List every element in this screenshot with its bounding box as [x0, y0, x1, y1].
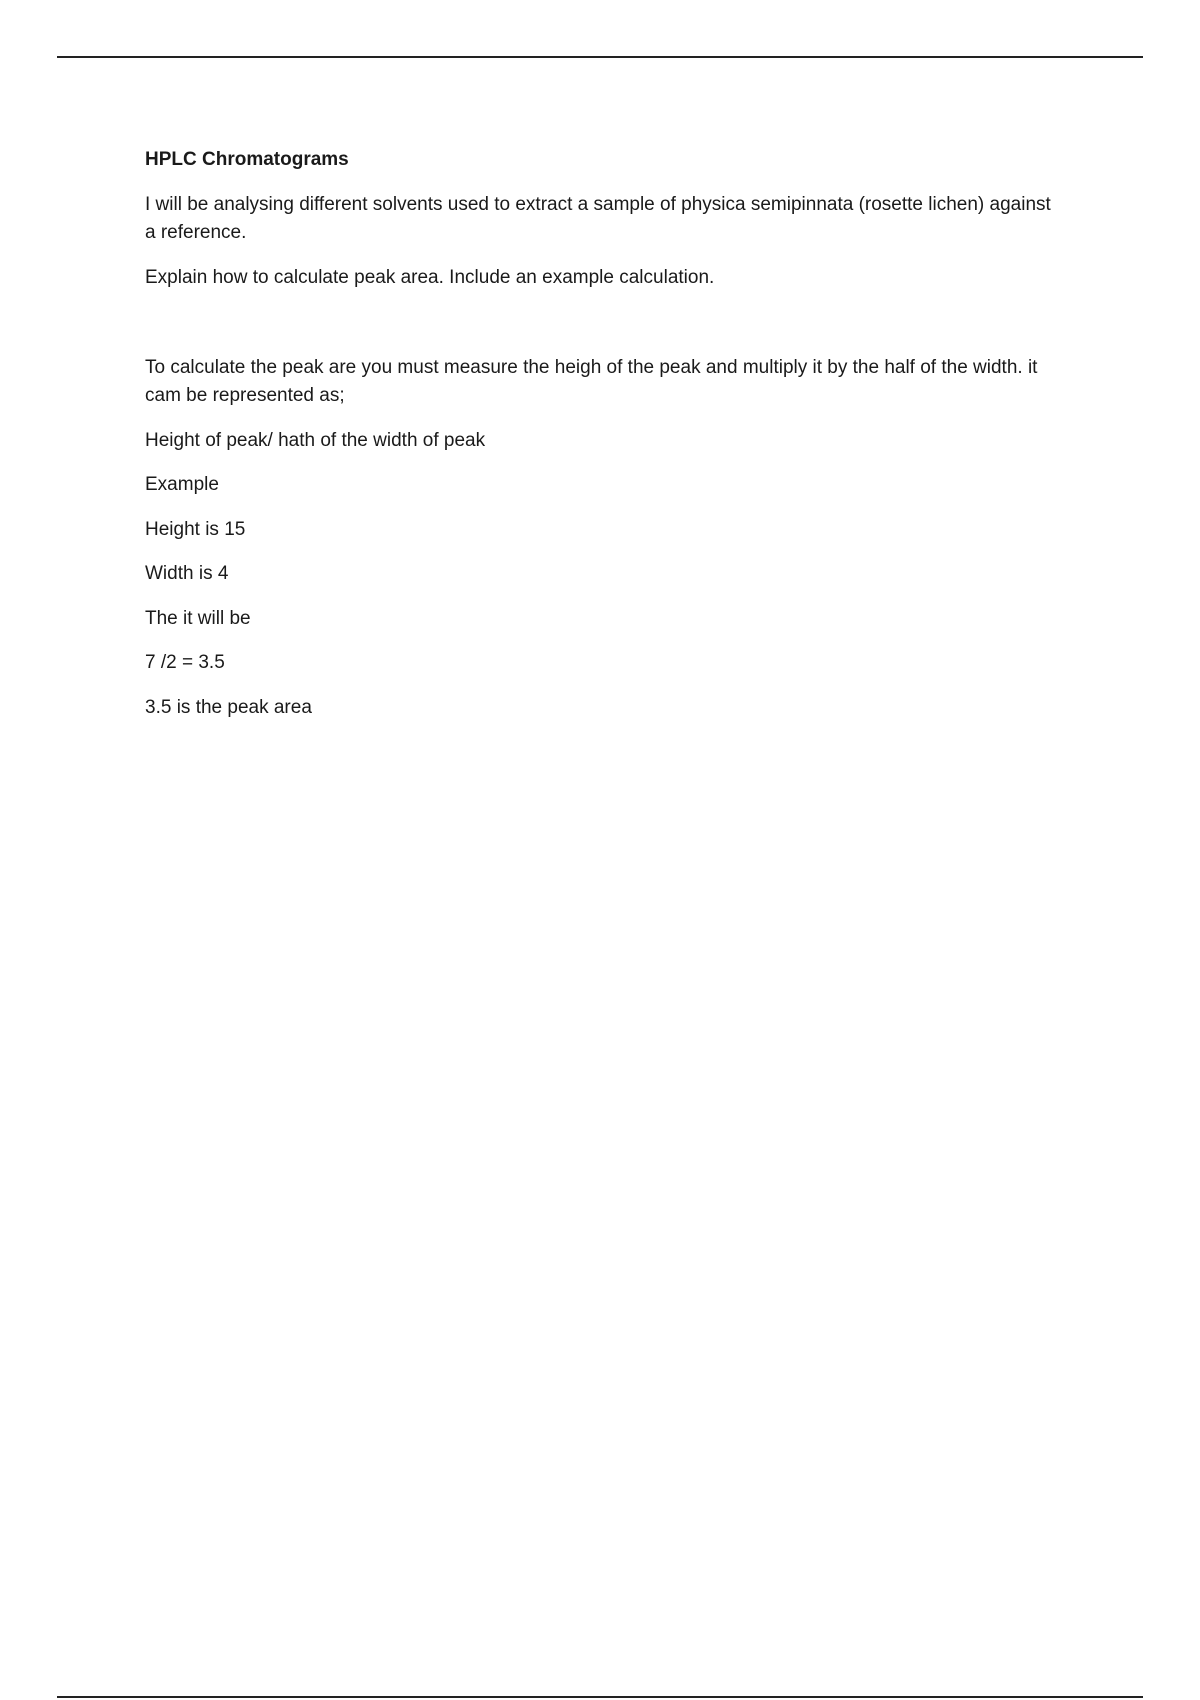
answer-paragraph: To calculate the peak are you must measure the heigh of the peak and multiply it by the half of the width. it cam be represented as;	[145, 357, 1038, 406]
height-line: Height is 15	[145, 519, 246, 540]
width-line: Width is 4	[145, 563, 229, 584]
header-rule	[57, 56, 1143, 58]
document-body	[145, 146, 1065, 722]
document-heading: HPLC Chromatograms	[145, 149, 349, 170]
formula-line: Height of peak/ hath of the width of peak	[145, 430, 486, 451]
intro-paragraph: I will be analysing different solvents used to extract a sample of physica semipinnata (rosette lichen) against a reference.	[145, 194, 1051, 243]
result-line: 3.5 is the peak area	[145, 697, 312, 718]
example-label: Example	[145, 474, 219, 495]
footer-rule	[57, 1696, 1143, 1698]
calculation-line: 7 /2 = 3.5	[145, 652, 225, 673]
question-paragraph: Explain how to calculate peak area. Include an example calculation.	[145, 267, 715, 288]
then-line: The it will be	[145, 608, 251, 629]
